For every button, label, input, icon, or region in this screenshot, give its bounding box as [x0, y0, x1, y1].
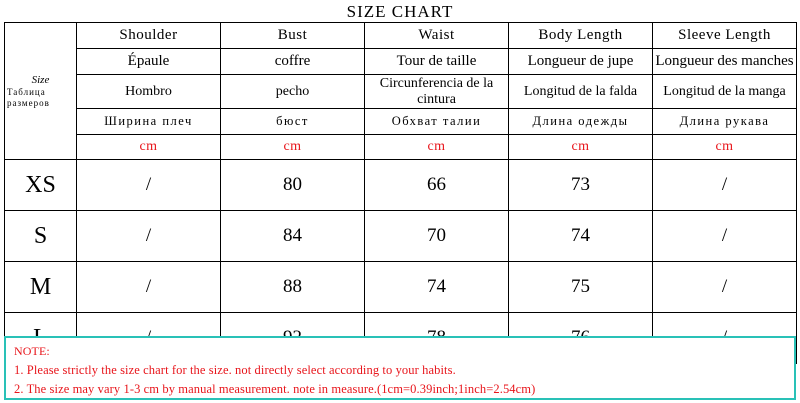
page-title: SIZE CHART — [346, 2, 454, 21]
column-header-fr-sleeve-length: Longueur des manches — [653, 49, 797, 75]
size-header-cell — [5, 23, 77, 160]
column-header-es-body-length: Longitud de la falda — [509, 75, 653, 109]
row-size-label: M — [5, 262, 77, 313]
column-header-es-shoulder: Hombro — [77, 75, 221, 109]
cell-waist: 70 — [365, 211, 509, 262]
column-unit-shoulder: cm — [77, 135, 221, 160]
table-row-header-ru — [5, 109, 797, 135]
cell-bust: 80 — [221, 160, 365, 211]
column-header-fr-bust: coffre — [221, 49, 365, 75]
cell-body-length: 75 — [509, 262, 653, 313]
column-header-en-waist: Waist — [365, 23, 509, 49]
note-line-1: 1. Please strictly the size chart for the size. not directly select according to your habits. — [14, 363, 456, 377]
column-header-en-shoulder: Shoulder — [77, 23, 221, 49]
cell-sleeve-length: / — [653, 262, 797, 313]
column-header-es-sleeve-length: Longitud de la manga — [653, 75, 797, 109]
note-line-2: 2. The size may vary 1-3 cm by manual measurement. note in measure.(1cm=0.39inch;1inch=2.54cm) — [14, 382, 536, 396]
column-header-en-body-length: Body Length — [509, 23, 653, 49]
column-header-es-bust: pecho — [221, 75, 365, 109]
cell-sleeve-length: / — [653, 160, 797, 211]
column-unit-body-length: cm — [509, 135, 653, 160]
column-header-fr-waist: Tour de taille — [365, 49, 509, 75]
column-header-ru-shoulder: Ширина плеч — [77, 109, 221, 135]
table-row-header-en — [5, 23, 797, 49]
table-row — [5, 160, 797, 211]
column-header-es-waist: Circunferencia de la cintura — [365, 75, 509, 109]
table-row — [5, 211, 797, 262]
note-title: NOTE: — [14, 344, 50, 358]
row-size-label: XS — [5, 160, 77, 211]
column-header-ru-waist: Обхват талии — [365, 109, 509, 135]
cell-waist: 66 — [365, 160, 509, 211]
column-header-ru-sleeve-length: Длина рукава — [653, 109, 797, 135]
column-unit-waist: cm — [365, 135, 509, 160]
row-size-label: S — [5, 211, 77, 262]
cell-body-length: 74 — [509, 211, 653, 262]
table-row-header-fr — [5, 49, 797, 75]
table-row-header-unit — [5, 135, 797, 160]
cell-waist: 74 — [365, 262, 509, 313]
column-header-ru-body-length: Длина одежды — [509, 109, 653, 135]
cell-shoulder: / — [77, 160, 221, 211]
column-unit-sleeve-length: cm — [653, 135, 797, 160]
cell-shoulder: / — [77, 262, 221, 313]
note-box — [4, 336, 796, 400]
cell-sleeve-length: / — [653, 211, 797, 262]
cell-bust: 88 — [221, 262, 365, 313]
table-row — [5, 262, 797, 313]
table-row-header-es — [5, 75, 797, 109]
cell-body-length: 73 — [509, 160, 653, 211]
size-header-label-ru: Таблица размеров — [7, 87, 50, 108]
column-header-en-sleeve-length: Sleeve Length — [653, 23, 797, 49]
column-header-en-bust: Bust — [221, 23, 365, 49]
column-unit-bust: cm — [221, 135, 365, 160]
cell-shoulder: / — [77, 211, 221, 262]
cell-bust: 84 — [221, 211, 365, 262]
column-header-fr-body-length: Longueur de jupe — [509, 49, 653, 75]
column-header-fr-shoulder: Épaule — [77, 49, 221, 75]
size-header-label-en: Size — [31, 74, 50, 86]
size-chart-table — [4, 22, 797, 364]
column-header-ru-bust: бюст — [221, 109, 365, 135]
